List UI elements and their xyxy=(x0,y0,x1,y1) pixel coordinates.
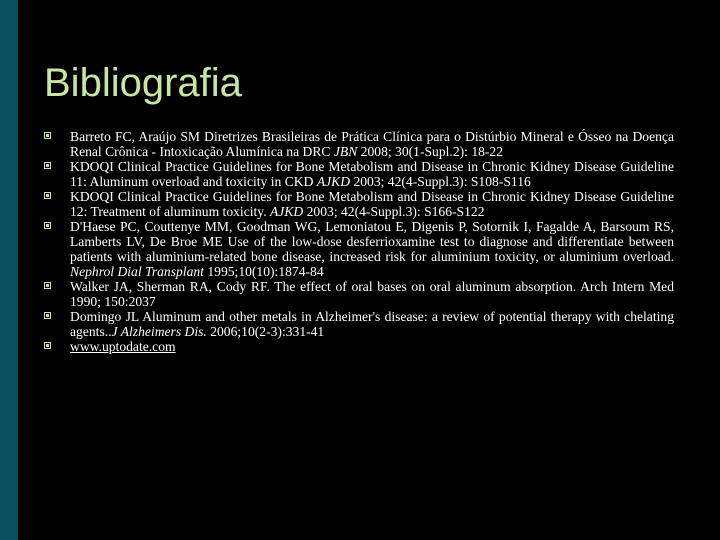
reference-citation: 2003; 42(4-Suppl.3): S166-S122 xyxy=(303,204,485,219)
reference-item xyxy=(44,189,674,219)
square-bullet-icon xyxy=(44,192,51,199)
reference-journal: Nephrol Dial Transplant xyxy=(70,264,204,279)
left-accent-bar xyxy=(0,0,18,540)
square-bullet-icon xyxy=(44,312,51,319)
reference-item xyxy=(44,219,674,279)
reference-text: Domingo JL Aluminum and other metals in Alzheimer's disease: a review of potential therapy with chelating agents.. xyxy=(70,309,674,339)
reference-text: KDOQI Clinical Practice Guidelines for Bone Metabolism and Disease in Chronic Kidney Disease Guideline 12: Treatment of aluminum toxicity. xyxy=(70,189,674,219)
reference-text: KDOQI Clinical Practice Guidelines for Bone Metabolism and Disease in Chronic Kidney Disease Guideline 11: Aluminum overload and toxicity in CKD xyxy=(70,159,674,189)
square-bullet-icon xyxy=(44,342,51,349)
reference-journal: J Alzheimers Dis. xyxy=(111,324,207,339)
reference-text: D'Haese PC, Couttenye MM, Goodman WG, Lemoniatou E, Digenis P, Sotornik I, Fagalde A, Barsoum RS, Lamberts LV, De Broe ME Use of the low-dose desferrioxamine test to diagnose and differentiate between patients with aluminium-related bone disease, increased risk for aluminium toxicity, or aluminium overload. xyxy=(70,219,674,264)
reference-citation: 1995;10(10):1874-84 xyxy=(203,264,324,279)
reference-item xyxy=(44,159,674,189)
reference-citation: 2003; 42(4-Suppl.3): S108-S116 xyxy=(350,174,531,189)
reference-item xyxy=(44,279,674,309)
reference-list xyxy=(44,129,674,354)
reference-text: Walker JA, Sherman RA, Cody RF. The effect of oral bases on oral aluminum absorption. Arch Intern Med 1990; 150:2037 xyxy=(70,279,674,309)
reference-citation: 2008; 30(1-Supl.2): 18-22 xyxy=(357,144,504,159)
square-bullet-icon xyxy=(44,222,51,229)
uptodate-link[interactable]: www.uptodate.com xyxy=(70,339,176,354)
reference-text: Barreto FC, Araújo SM Diretrizes Brasileiras de Prática Clínica para o Distúrbio Mineral e Ósseo na Doença Renal Crônica - Intoxicação Alumínica na DRC xyxy=(70,129,674,159)
slide-title: Bibliografia xyxy=(44,61,242,105)
reference-item xyxy=(44,129,674,159)
square-bullet-icon xyxy=(44,162,51,169)
square-bullet-icon xyxy=(44,132,51,139)
reference-journal: AJKD xyxy=(270,204,304,219)
reference-citation: 2006;10(2-3):331-41 xyxy=(206,324,325,339)
square-bullet-icon xyxy=(44,282,51,289)
reference-journal: JBN xyxy=(333,144,358,159)
reference-item xyxy=(44,309,674,339)
reference-journal: AJKD xyxy=(316,174,351,189)
reference-item xyxy=(44,339,674,354)
